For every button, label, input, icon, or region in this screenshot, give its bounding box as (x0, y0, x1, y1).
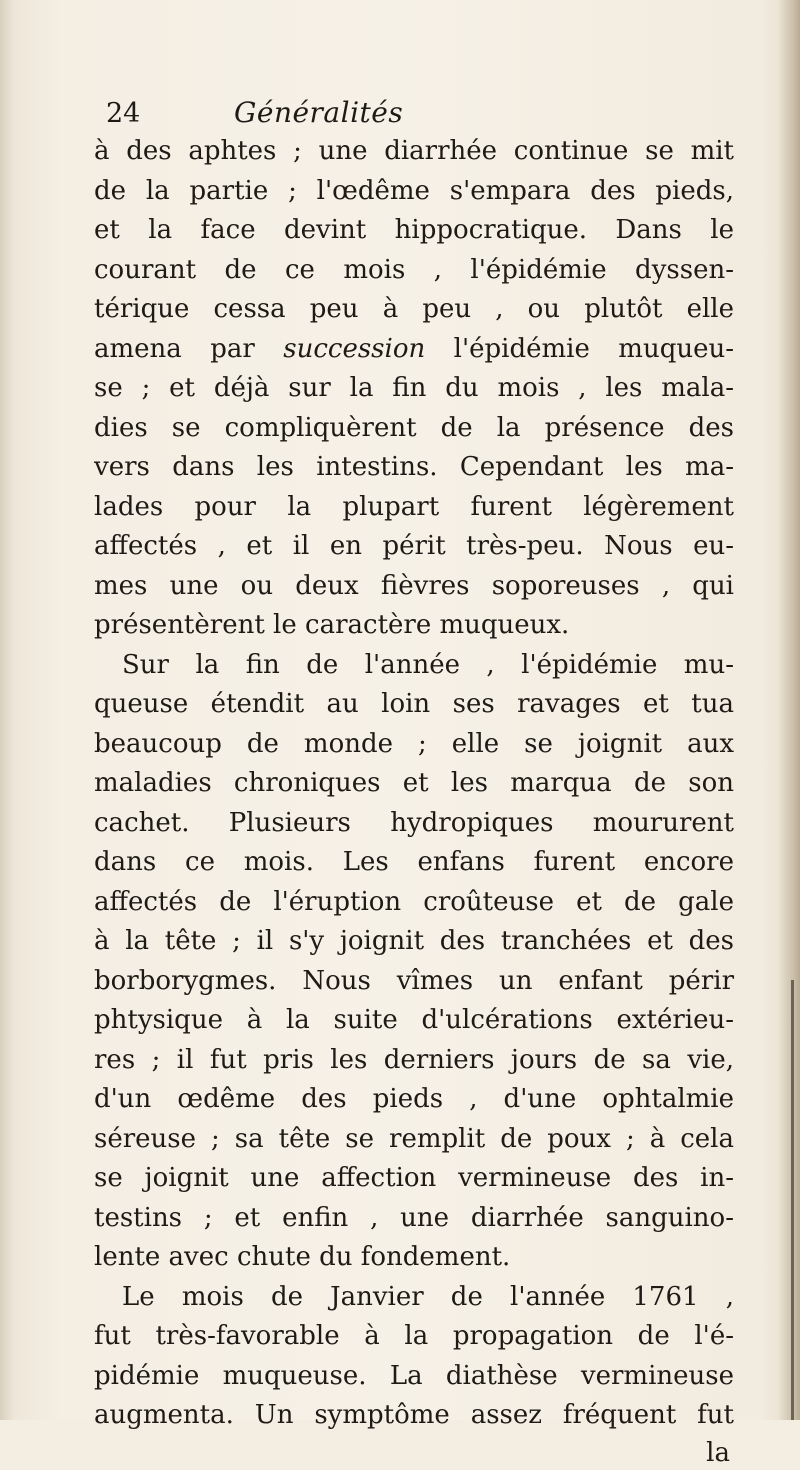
text-line: augmenta. Un symptôme assez fréquent fut (94, 1400, 734, 1430)
text-line: dies se compliquèrent de la présence des (94, 412, 734, 443)
page-edge-line (791, 980, 794, 1420)
text-line-paragraph-end: présentèrent le caractère muqueux. (94, 610, 570, 640)
text-line: se ; et déjà sur la fin du mois , les mala- (94, 373, 734, 403)
page-edge-shadow (778, 0, 800, 1420)
text-line-paragraph-start: Le mois de Janvier de l'année 1761 , (122, 1281, 734, 1312)
text-line: fut très-favorable à la propagation de l'é- (94, 1321, 734, 1351)
text-line-with-italic (94, 330, 734, 370)
text-line: affectés de l'éruption croûteuse et de gale (94, 886, 734, 917)
text-line: courant de ce mois , l'épidémie dyssen- (94, 254, 734, 285)
text-line-paragraph-end: lente avec chute du fondement. (94, 1242, 511, 1272)
text-line: à la tête ; il s'y joignit des tranchées et des (94, 926, 734, 956)
text-line: phtysique à la suite d'ulcérations extérieu- (94, 1005, 734, 1035)
text-line: séreuse ; sa tête se remplit de poux ; à cela (94, 1123, 734, 1154)
text-line: affectés , et il en périt très-peu. Nous eu- (94, 531, 734, 561)
text-line: beaucoup de monde ; elle se joignit aux (94, 728, 734, 759)
page-header (94, 92, 734, 132)
text-line: queuse étendit au loin ses ravages et tua (94, 689, 734, 719)
text-line: à des aphtes ; une diarrhée continue se mit (94, 136, 734, 166)
text-line: testins ; et enfin , une diarrhée sanguino- (94, 1202, 734, 1233)
italic-word: succession (283, 333, 426, 364)
text-line: mes une ou deux fièvres soporeuses , qui (94, 570, 734, 601)
page-gutter-shadow (0, 0, 14, 1420)
text-span: l'épidémie muqueu- (425, 333, 734, 364)
text-line: d'un œdême des pieds , d'une ophtalmie (94, 1084, 734, 1114)
catchword: la (706, 1437, 730, 1468)
running-head: Généralités (234, 96, 404, 129)
text-line: lades pour la plupart furent légèrement (94, 491, 734, 522)
text-line: et la face devint hippocratique. Dans le (94, 215, 734, 245)
text-line: vers dans les intestins. Cependant les ma- (94, 452, 734, 482)
text-line: térique cessa peu à peu , ou plutôt elle (94, 294, 734, 324)
text-line: res ; il fut pris les derniers jours de sa vie, (94, 1044, 734, 1075)
text-line: maladies chroniques et les marqua de son (94, 768, 734, 798)
text-line-paragraph-start: Sur la fin de l'année , l'épidémie mu- (122, 649, 734, 680)
text-line: se joignit une affection vermineuse des in- (94, 1163, 734, 1193)
text-line: pidémie muqueuse. La diathèse vermineuse (94, 1360, 734, 1391)
text-line: borborygmes. Nous vîmes un enfant périr (94, 965, 734, 996)
text-span: amena par (94, 333, 284, 364)
page-number: 24 (106, 98, 141, 129)
text-line: dans ce mois. Les enfans furent encore (94, 847, 734, 877)
page-text (94, 92, 734, 1470)
text-line: cachet. Plusieurs hydropiques moururent (94, 807, 734, 838)
text-line: de la partie ; l'œdême s'empara des pieds, (94, 175, 734, 206)
